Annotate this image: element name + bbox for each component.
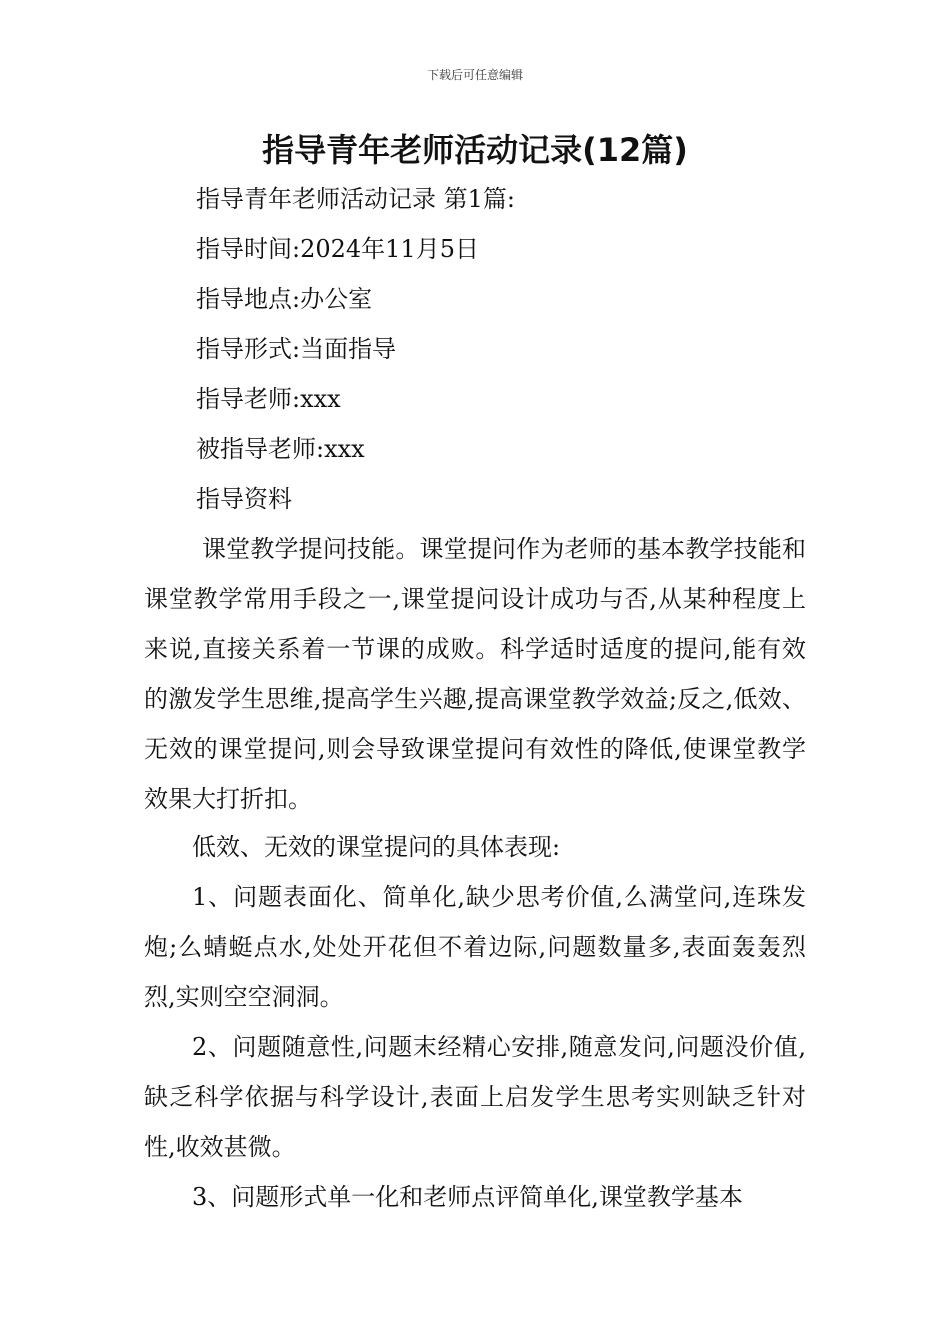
body-paragraph: 2、问题随意性,问题末经精心安排,随意发问,问题没价值,缺乏科学依据与科学设计,表面上启发学生思考实则缺乏针对性,收效甚微。	[144, 1033, 806, 1161]
body-paragraph: 课堂教学提问技能。课堂提问作为老师的基本教学技能和课堂教学常用手段之一,课堂提问设计成功与否,从某种程度上来说,直接关系着一节课的成败。科学适时适度的提问,能有效的激发学生思维,提高学生兴趣,提高课堂教学效益;反之,低效、无效的课堂提问,则会导致课堂提问有效性的降低,使课堂教学效果大打折扣。	[144, 535, 806, 813]
guidance-material-label: 指导资料	[196, 485, 292, 513]
page-header-note: 下载后可任意编辑	[426, 68, 523, 82]
guidance-mentor: 指导老师:xxx	[196, 385, 341, 413]
body-paragraph: 低效、无效的课堂提问的具体表现:	[192, 833, 561, 861]
body-paragraph: 3、问题形式单一化和老师点评简单化,课堂教学基本	[192, 1183, 743, 1211]
body-paragraph: 1、问题表面化、简单化,缺少思考价值,么满堂问,连珠发炮;么蜻蜓点水,处处开花但不着边际,问题数量多,表面轰轰烈烈,实则空空洞洞。	[144, 883, 806, 1011]
guidance-mentee: 被指导老师:xxx	[196, 435, 365, 463]
guidance-place: 指导地点:办公室	[196, 285, 373, 313]
guidance-time: 指导时间:2024年11月5日	[196, 235, 479, 263]
document-title: 指导青年老师活动记录(12篇)	[262, 131, 688, 169]
guidance-form: 指导形式:当面指导	[196, 335, 397, 363]
record-heading: 指导青年老师活动记录 第1篇:	[196, 185, 515, 213]
